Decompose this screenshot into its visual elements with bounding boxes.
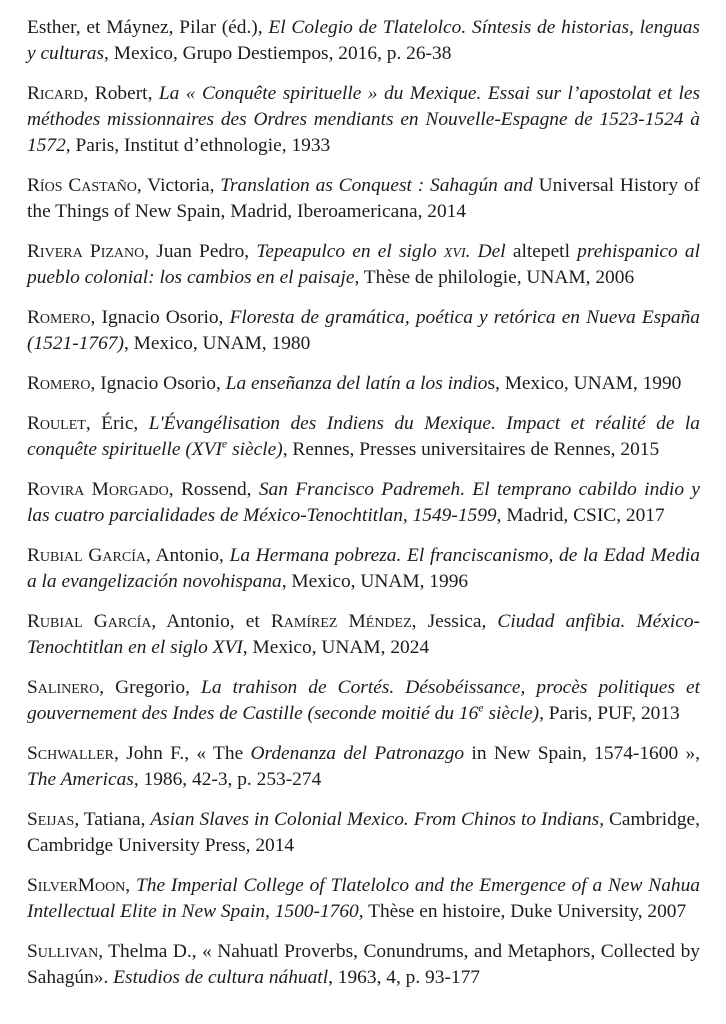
text-segment-roman: Esther, et Máynez, Pilar (éd.), [27,17,269,38]
text-segment-smallcaps: SilverMoon [27,875,126,896]
text-segment-italic: siècle) [227,439,283,460]
text-segment-smallcaps: Roulet [27,413,86,434]
text-segment-roman: , Rossend, [168,479,259,500]
text-segment-roman: , Victoria, [136,175,221,196]
text-segment-italic: Translation as Conquest : Sahagún and [220,175,533,196]
text-segment-italic: . Del [465,241,506,262]
text-segment-italic: La Hermana pobreza. El franciscanismo, de la Edad Media a la evangelización novohispana [27,545,700,592]
bibliography-entry [27,411,700,463]
text-segment-roman: , Paris, Institut d’ethnologie, 1933 [65,135,331,156]
text-segment-italic: Asian Slaves in Colonial Mexico. From Chinos to Indians [150,809,600,830]
text-segment-italic: prehispanico al pueblo colonial: los cambios en el paisaje [27,241,700,288]
text-segment-roman: , Éric, [85,413,149,434]
text-segment-italic-sup: e [478,700,484,715]
text-segment-italic-smallcaps: xvi [443,241,466,262]
bibliography-entry [27,239,700,291]
text-segment-italic: Tepeapulco en el siglo [256,241,444,262]
text-segment-roman: , John F., « The [114,743,251,764]
text-segment-roman: in New Spain, 1574-1600 », [464,743,701,764]
bibliography-entry [27,15,700,67]
bibliography-entry [27,81,700,159]
text-segment-smallcaps: Salinero [27,677,100,698]
text-segment-smallcaps: Ramírez Méndez [270,611,412,632]
bibliography-entry [27,741,700,793]
text-segment-roman: , [125,875,136,896]
text-segment-roman: s, Mexico, UNAM, 1990 [487,373,682,394]
text-segment-roman: , Mexico, UNAM, 1980 [123,333,311,354]
text-segment-italic: La enseñanza del latín a los indio [225,373,488,394]
text-segment-roman: , Antonio, [145,545,230,566]
text-segment-italic: El Colegio de Tlatelolco. Síntesis de historias, lenguas y culturas [27,17,700,64]
text-segment-italic-sup: e [221,436,228,451]
text-segment-roman: , Rennes, Presses universitaires de Rennes, 2015 [282,439,660,460]
text-segment-italic: Ciudad anfibia. México-Tenochtitlan en el siglo XVI [27,611,700,658]
text-segment-smallcaps: Rovira Morgado [27,479,169,500]
text-segment-roman: , Madrid, CSIC, 2017 [496,505,665,526]
bibliography-entry [27,371,700,397]
text-segment-roman: , Thèse en histoire, Duke University, 2007 [358,901,687,922]
text-segment-roman: , 1963, 4, p. 93-177 [328,967,480,988]
text-segment-italic: Floresta de gramática, poética y retórica en Nueva España (1521-1767) [27,307,700,354]
text-segment-smallcaps: Rubial García [27,545,146,566]
text-segment-roman: , Ignacio Osorio, [90,307,230,328]
text-segment-roman: , Cambridge, Cambridge University Press, 2014 [27,809,700,856]
bibliography-entry [27,543,700,595]
text-segment-italic: The Americas [27,769,134,790]
text-segment-roman: , Thèse de philologie, UNAM, 2006 [354,267,635,288]
text-segment-smallcaps: Rivera Pizano [27,241,145,262]
text-segment-italic: La trahison de Cortés. Désobéissance, procès politiques et gouvernement des Indes de Castille (seconde moitié du 16 [27,677,701,724]
text-segment-roman: , Robert, [83,83,159,104]
text-segment-italic: The Imperial College of Tlatelolco and the Emergence of a New Nahua Intellectual Elite in New Spain, 1500-1760 [27,875,701,922]
text-segment-roman: , Mexico, Grupo Destiempos, 2016, p. 26-38 [104,43,452,64]
text-segment-roman: altepetl [505,241,578,262]
text-segment-roman: , Antonio, et [151,611,271,632]
text-segment-roman: , Juan Pedro, [144,241,257,262]
text-segment-roman: , Tatiana, [74,809,151,830]
bibliography-entry [27,675,700,727]
text-segment-smallcaps: Ríos Castaño [27,175,137,196]
text-segment-italic: Estudios de cultura náhuatl [113,967,329,988]
text-segment-italic: siècle) [483,703,540,724]
text-segment-smallcaps: Rubial García [27,611,152,632]
bibliography-list [27,15,700,991]
bibliography-entry [27,305,700,357]
text-segment-roman: Universal History of the Things of New Spain, Madrid, Iberoamericana, 2014 [27,175,700,222]
text-segment-smallcaps: Sullivan [27,941,99,962]
text-segment-smallcaps: Romero [27,373,91,394]
text-segment-italic: San Francisco Padremeh. El temprano cabildo indio y las cuatro parcialidades de México-Tenochtitlan, 1549-1599 [27,479,700,526]
text-segment-roman: , Mexico, UNAM, 1996 [281,571,469,592]
text-segment-roman: , Jessica, [411,611,498,632]
text-segment-roman: , Thelma D., « Nahuatl Proverbs, Conundrums, and Metaphors, Collected by Sahagún». [27,941,700,988]
text-segment-smallcaps: Seijas [27,809,75,830]
text-segment-roman: , Paris, PUF, 2013 [539,703,680,724]
bibliography-entry [27,939,700,991]
text-segment-roman: , Gregorio, [99,677,202,698]
bibliography-entry [27,477,700,529]
text-segment-smallcaps: Romero [27,307,91,328]
bibliography-entry [27,807,700,859]
text-segment-roman: , 1986, 42-3, p. 253-274 [133,769,322,790]
text-segment-roman: , Mexico, UNAM, 2024 [242,637,430,658]
text-segment-italic: Ordenanza del Patronazgo [250,743,465,764]
text-segment-italic: La « Conquête spirituelle » du Mexique. Essai sur l’apostolat et les méthodes missionnaires des Ordres mendiants en Nouvelle-Espagne de 1523-1524 à 1572 [27,83,700,156]
bibliography-entry [27,609,700,661]
text-segment-italic: L'Évangélisation des Indiens du Mexique. Impact et réalité de la conquête spirituelle (XVI [27,413,700,460]
text-segment-smallcaps: Schwaller [27,743,114,764]
text-segment-roman: , Ignacio Osorio, [90,373,226,394]
bibliography-entry [27,173,700,225]
bibliography-entry [27,873,700,925]
text-segment-smallcaps: Ricard [27,83,84,104]
